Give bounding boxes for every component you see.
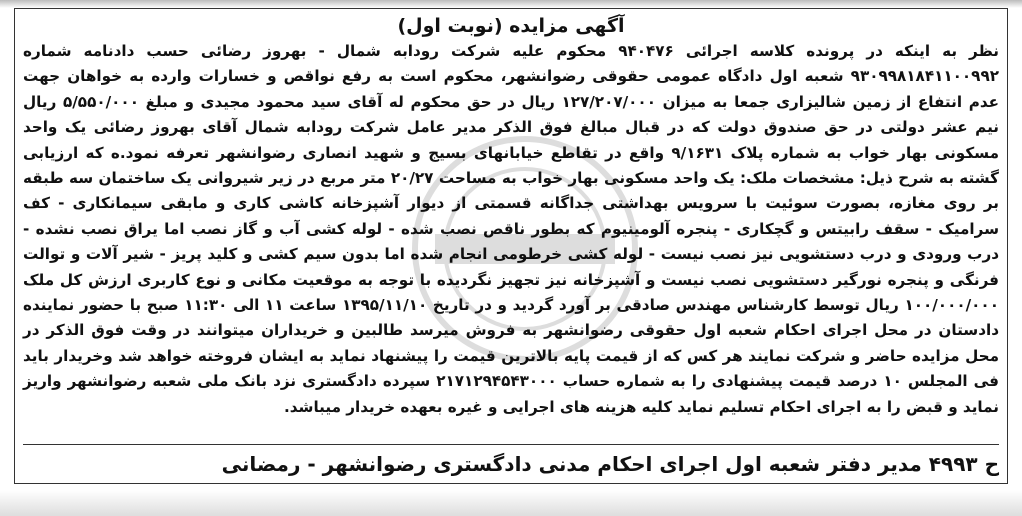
auction-notice <box>14 8 1008 484</box>
notice-signature: ح ۴۹۹۳ مدیر دفتر شعبه اول اجرای احکام مدنی دادگستری رضوانشهر - رمضانی <box>23 444 999 477</box>
top-clipped-area <box>0 0 1022 8</box>
bottom-clipped-area <box>0 490 1022 516</box>
notice-body: نظر به اینکه در پرونده کلاسه اجرائی ۹۴۰۴۷۶ محکوم علیه شرکت رودابه شمال - بهروز رضائی حسب دادنامه شماره ۹۳۰۹۹۸۱۸۴۱۱۰۰۹۹۲ شعبه اول دادگاه عمومی حقوقی رضوانشهر، محکوم است به رفع نواقص و خسارات وارده به خواهان جهت عدم انتفاع از زمین شالیزاری جمعا به میزان ۱۲۷/۲۰۷/۰۰۰ ریال در حق محکوم له آقای سید محمود مجیدی و مبلغ ۵/۵۵۰/۰۰۰ ریال نیم عشر دولتی در حق صندوق دولت که در قبال مبالغ فوق الذکر مدیر عامل شرکت رودابه شمال آقای بهروز رضائی یک واحد مسکونی بهار خواب به شماره پلاک ۹/۱۶۳۱ واقع در تقاطع خیابانهای بسیج و شهید انصاری رضوانشهر تعرفه نمود.ه که ارزیابی گشته به شرح ذیل: مشخصات ملک: یک واحد مسکونی بهار خواب به مساحت ۲۰/۲۷ متر مربع در زیر شیروانی یک ساختمان سه طبقه بر روی مغازه، بصورت سوئیت با سرویس بهداشتی جداگانه قسمتی از دیوار آشپزخانه کاشی کاری و مابقی سیمانکاری - کف سرامیک - سقف رابیتس و گچکاری - پنجره آلومینیوم که بطور ناقص نصب شده - لوله کشی آب و گاز نصب اما یراق نصب نشده - درب ورودی و درب دستشویی نیز نصب نیست - لوله کشی خرطومی انجام شده اما بدون سیم کشی و کلید پریز - شیر آلات و توالت فرنگی و پنجره نورگیر دستشویی نصب نیست و آشپزخانه نیز تجهیز نگردیده با توجه به موقعیت مکانی و نوع کاربری ارزش کل ملک ۱۰۰/۰۰۰/۰۰۰ ریال توسط کارشناس مهندس صادقی بر آورد گردید و در تاریخ ۱۳۹۵/۱۱/۱۰ ساعت ۱۱ الی ۱۱:۳۰ صبح با حضور نماینده دادستان در محل اجرای احکام شعبه اول حقوقی رضوانشهر به فروش میرسد طالبین و خریداران میتوانند در وقت فوق الذکر در محل مزایده حاضر و شرکت نمایند هر کس که از قیمت پایه بالاترین قیمت را پیشنهاد نماید به ایشان فروخته خواهد شد وخریدار باید فی المجلس ۱۰ درصد قیمت پیشنهادی را به شماره حساب ۲۱۷۱۲۹۴۵۴۳۰۰۰ سپرده دادگستری نزد بانک ملی شعبه رضوانشهر واریز نماید و قبض را به اجرای احکام تسلیم نماید کلیه هزینه های اجرایی و غیره بعهده خریدار میباشد. <box>23 42 1000 416</box>
notice-title: آگهی مزایده (نوبت اول) <box>397 15 625 37</box>
